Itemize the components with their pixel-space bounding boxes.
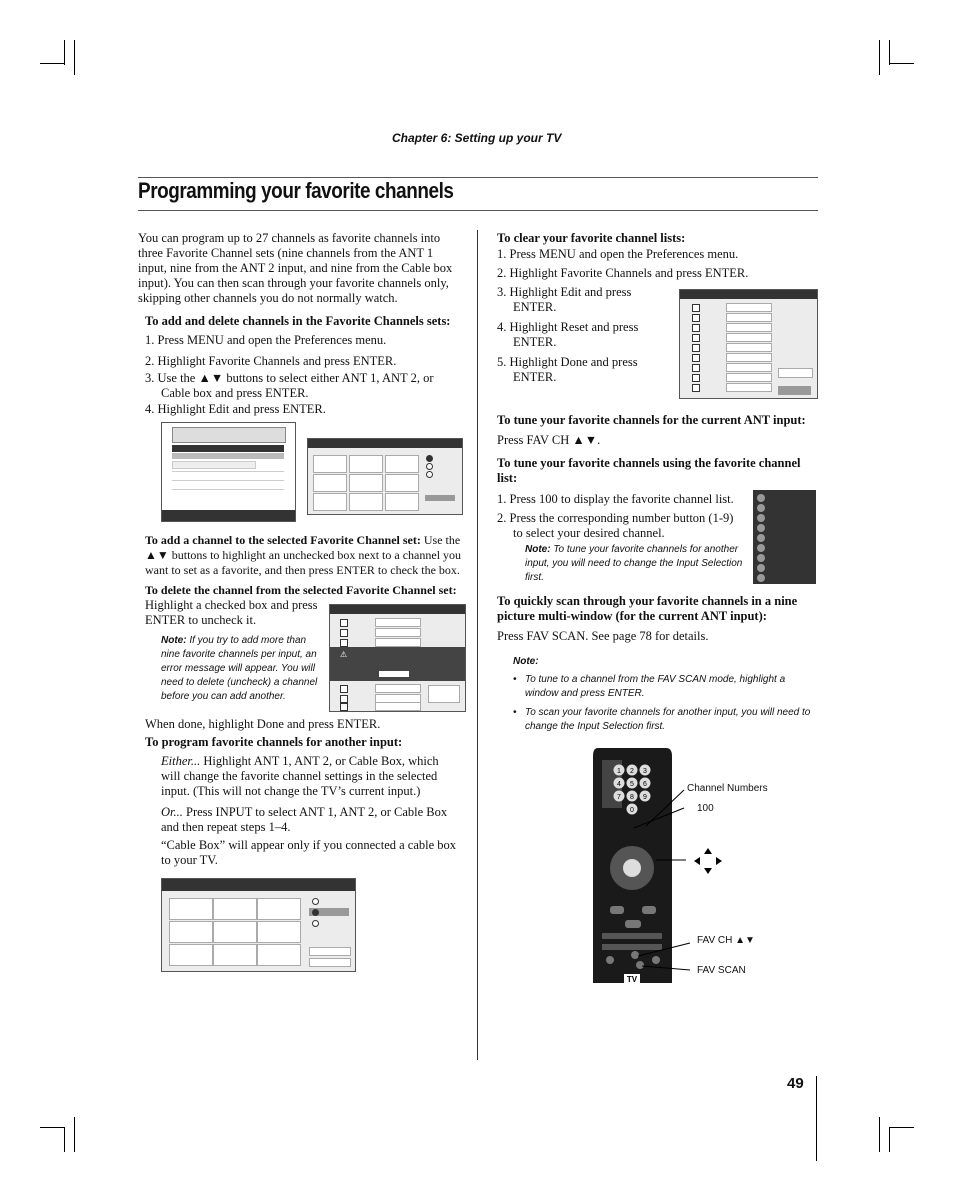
either-line — [161, 754, 439, 769]
input-selection-screen — [161, 878, 356, 972]
channel-cell — [313, 455, 347, 473]
add-channel-heading: To add a channel to the selected Favorite Channel set: — [145, 533, 421, 547]
note-line — [525, 543, 738, 558]
input-radio — [426, 455, 433, 462]
digit-label: 3 — [643, 768, 647, 775]
step-line: 2. Press the corresponding number button (1-9) — [497, 511, 734, 525]
tune-list-heading: To tune your favorite channels using the favorite channel — [497, 456, 801, 470]
ok-button — [379, 671, 409, 677]
channel-cell — [257, 921, 301, 943]
note-label: Note: — [525, 544, 551, 555]
menu-icon-bar — [172, 427, 286, 443]
menu-button — [778, 368, 813, 378]
digit-label: 8 — [630, 794, 634, 801]
channel-field — [375, 684, 421, 693]
remote-button — [606, 956, 614, 964]
channel-field — [726, 313, 772, 322]
channel-checkbox — [692, 324, 700, 332]
input-radio — [312, 898, 319, 905]
favorite-slot-dot — [757, 524, 765, 532]
digit-label: 2 — [630, 768, 634, 775]
arrow-down-icon — [704, 868, 712, 874]
step-line: 1. Press 100 to display the favorite channel list. — [497, 492, 734, 506]
favorite-slot-dot — [757, 564, 765, 572]
note-bullet-line: To tune to a channel from the FAV SCAN mode, highlight a — [525, 674, 786, 685]
add-channel-line3: want to set as a favorite, and then press ENTER to check the box. — [145, 563, 460, 577]
warning-icon: ⚠ — [340, 650, 348, 659]
note-text: If you try to add more than — [186, 635, 307, 646]
menu-button — [425, 495, 455, 501]
step-line: 5. Highlight Done and press — [497, 355, 638, 369]
input-radio — [312, 920, 319, 927]
quick-scan-heading: picture multi-window (for the current ANT input): — [497, 609, 767, 623]
remote-button — [652, 956, 660, 964]
favorite-channels-screen — [307, 438, 463, 515]
add-channel-text: Use the — [420, 533, 461, 547]
or-line: and then repeat steps 1–4. — [161, 820, 291, 834]
step-line: 2. Highlight Favorite Channels and press ENTER. — [145, 354, 397, 368]
favorite-slot-dot — [757, 574, 765, 582]
or-line — [161, 805, 447, 820]
note-bullet-line: change the Input Selection first. — [525, 721, 666, 732]
note-line: input, you will need to change the Input Selection — [525, 558, 743, 569]
channel-checkbox — [692, 354, 700, 362]
menu-row — [172, 480, 284, 481]
or-label: Or... — [161, 805, 183, 819]
channel-cell — [169, 898, 213, 920]
channel-cell — [385, 455, 419, 473]
channel-checkbox — [340, 639, 348, 647]
favorite-slot-dot — [757, 534, 765, 542]
fav-ch-button — [631, 951, 639, 959]
channel-cell — [313, 474, 347, 492]
channel-checkbox — [340, 703, 348, 711]
step-line: 1. Press MENU and open the Preferences menu. — [145, 333, 387, 347]
note-label — [513, 655, 539, 670]
crop-mark — [889, 40, 890, 65]
page-edge-rule — [816, 1076, 817, 1161]
channel-cell — [349, 474, 383, 492]
note-line: need to delete (uncheck) a channel — [161, 677, 318, 688]
digit-label: 9 — [643, 794, 647, 801]
channel-checkbox — [340, 695, 348, 703]
menu-row — [172, 471, 284, 472]
channel-checkbox — [692, 344, 700, 352]
channel-cell — [257, 944, 301, 966]
channel-field — [375, 702, 421, 711]
crop-mark — [74, 1117, 75, 1152]
crop-mark — [64, 1127, 65, 1152]
page-title: Programming your favorite channels — [138, 178, 454, 203]
done-text: When done, highlight Done and press ENTER. — [145, 717, 381, 731]
title-rule-bottom — [138, 210, 818, 211]
channel-field — [726, 333, 772, 342]
preferences-menu-screen — [161, 422, 296, 522]
bullet-icon: • — [513, 674, 517, 685]
note-label-text: Note: — [513, 656, 539, 667]
delete-channel-line: Highlight a checked box and press — [145, 598, 318, 612]
either-label: Either... — [161, 754, 201, 768]
column-divider — [477, 230, 478, 1060]
note-label: Note: — [161, 635, 187, 646]
add-channel-line1 — [145, 533, 460, 548]
channel-cell — [213, 921, 257, 943]
step-line: 4. Highlight Reset and press — [497, 320, 639, 334]
favorite-list-panel — [753, 490, 816, 584]
quick-scan-text: Press FAV SCAN. See page 78 for details. — [497, 629, 709, 643]
step-line: 3. Highlight Edit and press — [497, 285, 632, 299]
crop-mark — [889, 63, 914, 64]
screen-title-bar — [308, 439, 462, 448]
note-line: nine favorite channels per input, an — [161, 649, 317, 660]
crop-mark — [879, 1117, 880, 1152]
favorite-slot-dot — [757, 494, 765, 502]
tune-current-text: Press FAV CH ▲▼. — [497, 433, 601, 447]
menu-footer-bar — [162, 510, 295, 521]
remote-button — [610, 906, 624, 914]
step-line: 4. Highlight Edit and press ENTER. — [145, 402, 326, 416]
note-bullet-line: To scan your favorite channels for another input, you will need to — [525, 707, 811, 718]
cable-line: “Cable Box” will appear only if you connected a cable box — [161, 838, 457, 852]
input-radio — [426, 463, 433, 470]
or-text: Press INPUT to select ANT 1, ANT 2, or Cable Box — [182, 805, 448, 819]
channel-cell — [169, 944, 213, 966]
crop-mark — [889, 1127, 914, 1128]
channel-cell — [349, 455, 383, 473]
channel-field — [726, 373, 772, 382]
note-line — [161, 634, 306, 649]
digit-label: 0 — [630, 807, 634, 814]
remote-button — [642, 906, 656, 914]
menu-row — [172, 489, 284, 490]
step-line: Cable box and press ENTER. — [161, 386, 309, 400]
channel-list-screen — [679, 289, 818, 399]
screen-title-bar — [680, 290, 817, 299]
channel-field — [375, 618, 421, 627]
callout-100: 100 — [697, 803, 714, 814]
digit-label: 6 — [643, 781, 647, 788]
another-input-heading: To program favorite channels for another input: — [145, 735, 403, 749]
arrow-up-icon — [704, 848, 712, 854]
enter-button — [623, 859, 641, 877]
cable-line: to your TV. — [161, 853, 218, 867]
crop-mark — [879, 40, 880, 75]
menu-header-bar — [172, 445, 284, 452]
channel-cell — [257, 898, 301, 920]
channel-checkbox — [340, 629, 348, 637]
either-text: Highlight ANT 1, ANT 2, or Cable Box, which — [200, 754, 439, 768]
step-line: 3. Use the ▲▼ buttons to select either ANT 1, ANT 2, or — [145, 371, 434, 385]
channel-cell — [385, 474, 419, 492]
channel-checkbox — [340, 619, 348, 627]
error-dialog — [330, 647, 465, 681]
digit-label: 1 — [617, 768, 621, 775]
channel-field — [726, 343, 772, 352]
favorite-slot-dot — [757, 514, 765, 522]
favorite-slot-dot — [757, 504, 765, 512]
menu-button — [309, 958, 351, 967]
tv-logo-text: TV — [626, 975, 638, 983]
note-bullet-line: window and press ENTER. — [525, 688, 645, 699]
callout-channel-numbers: Channel Numbers — [687, 783, 768, 794]
clear-heading: To clear your favorite channel lists: — [497, 231, 686, 245]
add-delete-heading: To add and delete channels in the Favorite Channels sets: — [145, 314, 451, 328]
callout-fav-scan: FAV SCAN — [697, 965, 746, 976]
step-line: 2. Highlight Favorite Channels and press ENTER. — [497, 266, 749, 280]
done-button — [778, 386, 811, 395]
channel-cell — [385, 493, 419, 511]
delete-channel-line: ENTER to uncheck it. — [145, 613, 257, 627]
tune-current-heading: To tune your favorite channels for the current ANT input: — [497, 413, 806, 427]
channel-checkbox — [340, 685, 348, 693]
crop-mark — [40, 63, 65, 64]
channel-checkbox — [692, 364, 700, 372]
step-line: 1. Press MENU and open the Preferences menu. — [497, 247, 739, 261]
fav-scan-button — [636, 961, 644, 969]
digit-label: 4 — [617, 781, 621, 788]
crop-mark — [889, 1127, 890, 1152]
channel-checkbox — [692, 334, 700, 342]
menu-row — [172, 461, 256, 469]
page-number: 49 — [787, 1075, 804, 1092]
channel-checkbox — [692, 384, 700, 392]
channel-cell — [349, 493, 383, 511]
channel-cell — [169, 921, 213, 943]
step-line: ENTER. — [513, 300, 557, 314]
side-panel — [428, 685, 460, 703]
input-radio — [426, 471, 433, 478]
channel-field — [726, 363, 772, 372]
channel-field — [375, 628, 421, 637]
note-line: first. — [525, 572, 544, 583]
add-channel-line2: ▲▼ buttons to highlight an unchecked box next to a channel you — [145, 548, 462, 562]
channel-checkbox — [692, 304, 700, 312]
bullet-icon: • — [513, 707, 517, 718]
channel-field — [726, 323, 772, 332]
channel-field — [726, 383, 772, 392]
delete-channel-heading: To delete the channel from the selected Favorite Channel set: — [145, 583, 457, 597]
menu-button — [309, 947, 351, 956]
menu-row — [172, 453, 284, 459]
note-line: error message will appear. You will — [161, 663, 315, 674]
favorite-slot-dot — [757, 544, 765, 552]
intro-paragraph: You can program up to 27 channels as favorite channels into three Favorite Channel sets (nine channels from the ANT 1 input, nine from the ANT 2 input, and nine from the Cable box input). You can then scan through your favorite channels only, skipping other channels you do not normally watch. — [138, 231, 453, 305]
step-line: ENTER. — [513, 370, 557, 384]
arrow-left-icon — [694, 857, 700, 865]
channel-field — [726, 303, 772, 312]
channel-field — [375, 638, 421, 647]
note-text: To tune your favorite channels for another — [550, 544, 739, 555]
crop-mark — [40, 1127, 65, 1128]
chapter-header: Chapter 6: Setting up your TV — [392, 131, 562, 145]
arrow-right-icon — [716, 857, 722, 865]
either-line: input. (This will not change the TV’s current input.) — [161, 784, 421, 798]
note-line: before you can add another. — [161, 691, 286, 702]
screen-title-bar — [330, 605, 465, 614]
favorite-slot-dot — [757, 554, 765, 562]
remote-button-row — [602, 933, 662, 939]
callout-fav-ch: FAV CH ▲▼ — [697, 935, 755, 946]
step-line: to select your desired channel. — [513, 526, 665, 540]
channel-checkbox — [692, 374, 700, 382]
digit-label: 5 — [630, 781, 634, 788]
channel-cell — [213, 898, 257, 920]
channel-field — [726, 353, 772, 362]
screen-title-bar — [162, 879, 355, 891]
either-line: will change the favorite channel settings in the selected — [161, 769, 438, 783]
error-message-screen — [329, 604, 466, 712]
step-line: ENTER. — [513, 335, 557, 349]
remote-button-row — [602, 944, 662, 950]
channel-checkbox — [692, 314, 700, 322]
crop-mark — [64, 40, 65, 65]
channel-cell — [213, 944, 257, 966]
remote-button — [625, 920, 641, 928]
digit-label: 7 — [617, 794, 621, 801]
crop-mark — [74, 40, 75, 75]
input-radio — [312, 909, 319, 916]
quick-scan-heading: To quickly scan through your favorite channels in a nine — [497, 594, 798, 608]
channel-cell — [313, 493, 347, 511]
tune-list-heading: list: — [497, 471, 518, 485]
